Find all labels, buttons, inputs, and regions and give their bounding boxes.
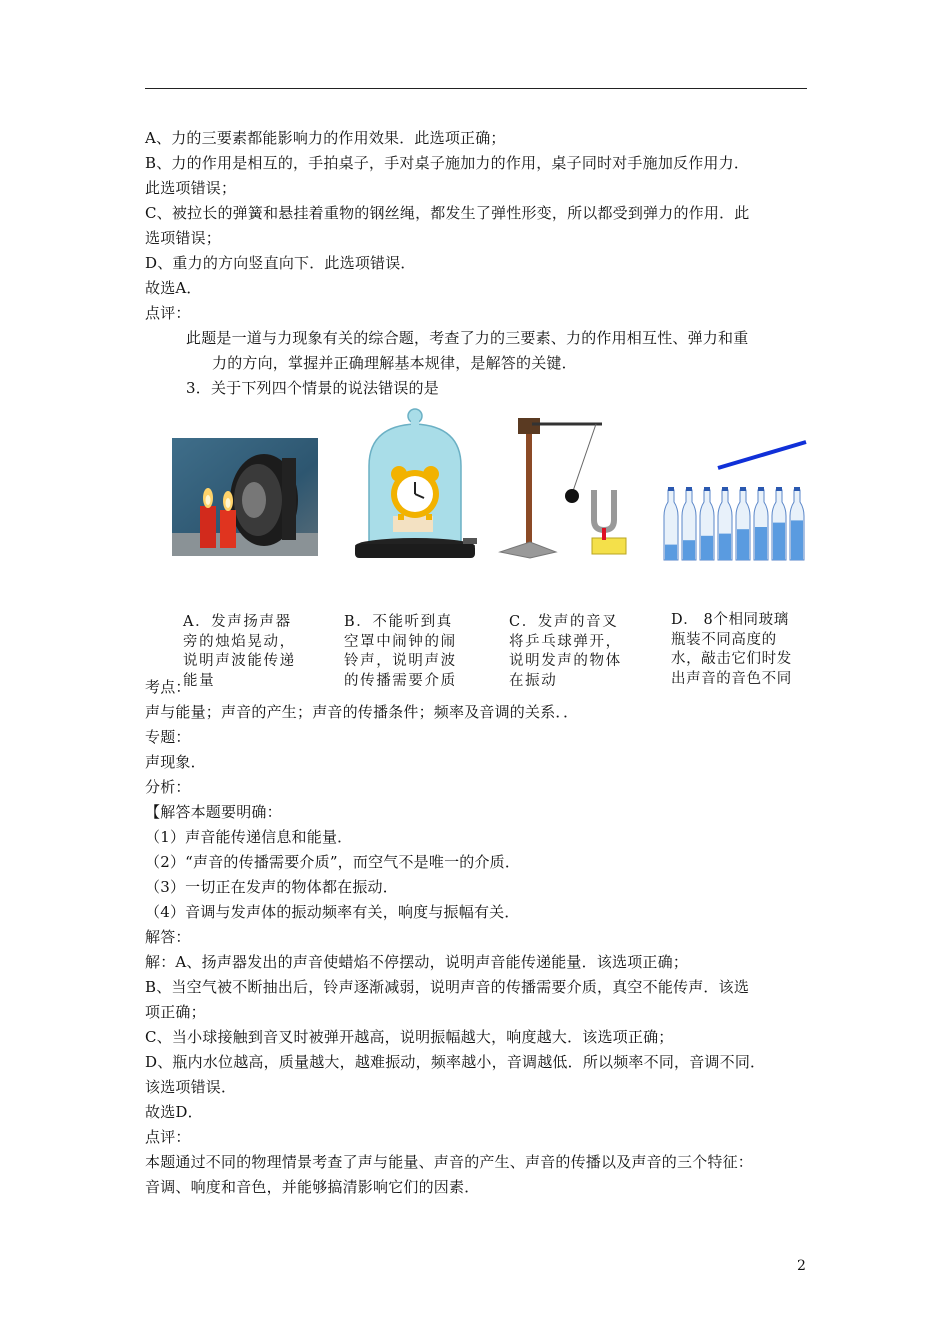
text-line: 考点： (145, 678, 191, 696)
text-line: 该选项错误． (145, 1078, 237, 1096)
text-line: 解答： (145, 928, 191, 946)
figure-d-glass-bottles (660, 438, 810, 564)
text-line: 声与能量；声音的产生；声音的传播条件；频率及音调的关系．． (145, 703, 579, 721)
text-line: （3）一切正在发声的物体都在振动． (145, 878, 398, 896)
text-line: 故选A． (145, 279, 202, 297)
text-line: 故选D． (145, 1103, 203, 1121)
caption-d: D． 8个相同玻璃 瓶装不同高度的 水，敲击它们时发 出声音的音色不同 (671, 612, 792, 687)
text-line: （2）“声音的传播需要介质”，而空气不是唯一的介质． (145, 853, 521, 871)
text-line: 点评： (145, 304, 191, 322)
text-line: 点评： (145, 1128, 191, 1146)
text-line: 项正确； (145, 1003, 206, 1021)
text-line: 【解答本题要明确： (145, 803, 282, 821)
text-line: 选项错误； (145, 229, 222, 247)
text-line: （4）音调与发声体的振动频率有关，响度与振幅有关． (145, 903, 520, 921)
text-line: 专题： (145, 728, 191, 746)
figure-b-bell-jar-clock (351, 404, 481, 566)
figure-c-tuning-fork-pendulum (496, 402, 632, 568)
question-title: 3．关于下列四个情景的说法错误的是 (186, 379, 439, 397)
text-line: B、当空气被不断抽出后，铃声逐渐减弱，说明声音的传播需要介质，真空不能传声．该选 (145, 978, 750, 996)
text-line: 此题是一道与力现象有关的综合题，考查了力的三要素、力的作用相互性、弹力和重 (186, 329, 749, 347)
text-line: 解：A、扬声器发出的声音使蜡焰不停摆动，说明声音能传递能量．该选项正确； (145, 953, 689, 971)
text-line: 本题通过不同的物理情景考查了声与能量、声音的产生、声音的传播以及声音的三个特征： (145, 1153, 754, 1171)
text-line: D、重力的方向竖直向下．此选项错误． (145, 254, 416, 272)
caption-a: A．发声扬声器 旁的烛焰晃动， 说明声波能传递 能量 (183, 614, 296, 689)
text-line: 力的方向，掌握并正确理解基本规律，是解答的关键． (212, 354, 577, 372)
text-line: B、力的作用是相互的，手拍桌子，手对桌子施加力的作用，桌子同时对手施加反作用力． (145, 154, 750, 172)
text-line: 此选项错误； (145, 179, 237, 197)
text-line: 分析： (145, 778, 191, 796)
text-line: 音调、响度和音色，并能够搞清影响它们的因素． (145, 1178, 480, 1196)
text-line: A、力的三要素都能影响力的作用效果．此选项正确； (145, 129, 506, 147)
text-line: C、被拉长的弹簧和悬挂着重物的钢丝绳，都发生了弹性形变，所以都受到弹力的作用．此 (145, 204, 750, 222)
figure-a-speaker-candles (172, 438, 318, 556)
header-rule (145, 88, 807, 89)
page-number: 2 (797, 1258, 806, 1274)
caption-c: C．发声的音叉 将乒乓球弹开， 说明发声的物体 在振动 (509, 614, 622, 689)
text-line: （1）声音能传递信息和能量． (145, 828, 353, 846)
text-line: C、当小球接触到音叉时被弹开越高，说明振幅越大，响度越大．该选项正确； (145, 1028, 674, 1046)
text-line: 声现象． (145, 753, 206, 771)
caption-b: B．不能听到真 空罩中闹钟的闹 铃声，说明声波 的传播需要介质 (344, 614, 457, 689)
text-line: D、瓶内水位越高，质量越大，越难振动，频率越小，音调越低．所以频率不同，音调不同． (145, 1053, 766, 1071)
